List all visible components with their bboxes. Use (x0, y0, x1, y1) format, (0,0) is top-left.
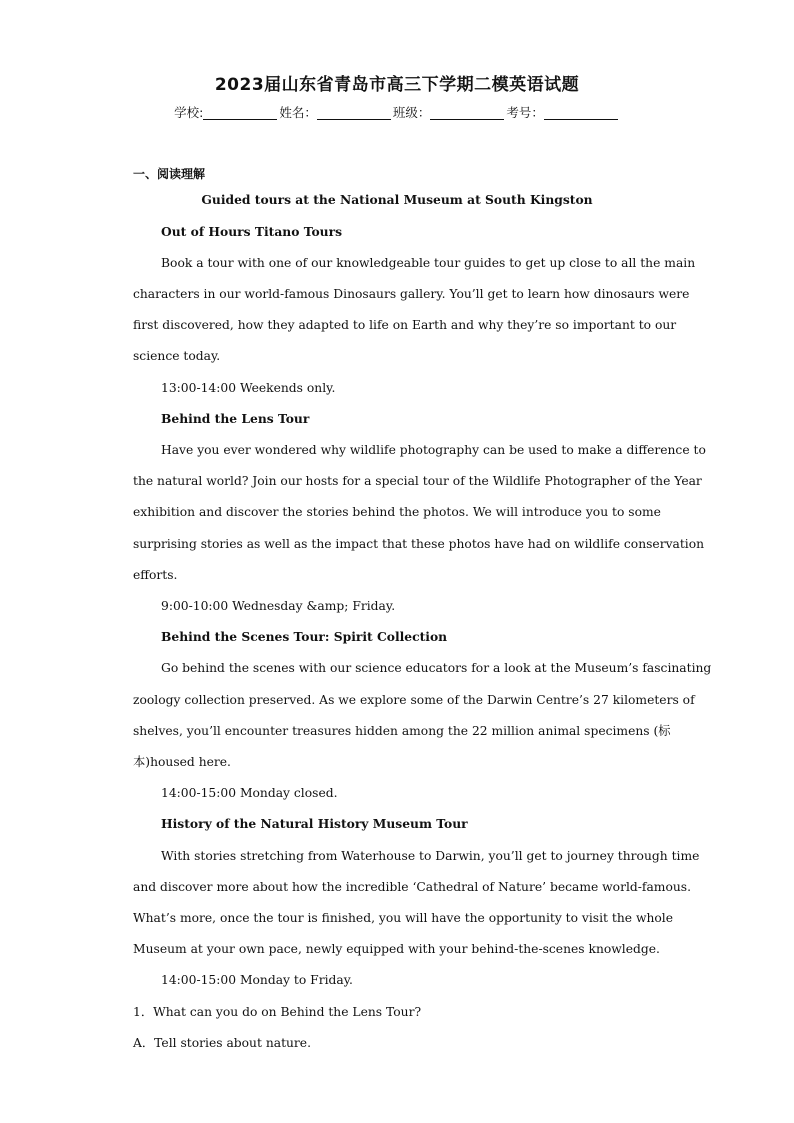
paragraph-line: With stories stretching from Waterhouse to Darwin, you’ll get to journey through time (161, 849, 700, 863)
paragraph-line: exhibition and discover the stories behind the photos. We will introduce you to some (133, 505, 661, 519)
paragraph-line: What’s more, once the tour is finished, you will have the opportunity to visit the whole (133, 911, 674, 925)
class-label: 班级： (392, 105, 431, 120)
paragraph-line: efforts. (133, 568, 178, 582)
paragraph-line: Go behind the scenes with our science educators for a look at the Museum’s fascinating (161, 661, 712, 675)
paragraph-line: and discover more about how the incredible ‘Cathedral of Nature’ became world-famous. (133, 880, 692, 894)
tour-heading: History of the Natural History Museum Tour (161, 816, 468, 831)
paragraph-line: science today. (133, 349, 221, 363)
number-blank[interactable] (544, 106, 618, 120)
number-label: 考号： (506, 105, 544, 120)
tour-heading: Behind the Lens Tour (161, 411, 310, 426)
tour-time: 14:00-15:00 Monday closed. (161, 786, 338, 800)
exam-title: 2023届山东省青岛市高三下学期二模英语试题 (214, 75, 580, 95)
paragraph-line: Book a tour with one of our knowledgeable tour guides to get up close to all the main (161, 256, 696, 270)
tour-time: 9:00-10:00 Wednesday &amp; Friday. (161, 599, 396, 613)
tour-time: 14:00-15:00 Monday to Friday. (161, 973, 353, 987)
paragraph-line: Have you ever wondered why wildlife photography can be used to make a difference to (161, 443, 706, 457)
paragraph-line: shelves, you’ll encounter treasures hidden among the 22 million animal specimens (标 (133, 724, 671, 738)
passage-title: Guided tours at the National Museum at South Kingston (201, 192, 593, 207)
tour-heading: Behind the Scenes Tour: Spirit Collection (161, 629, 448, 644)
name-label: 姓名： (279, 105, 317, 120)
paragraph-line: 本)housed here. (133, 755, 231, 769)
paragraph-line: characters in our world-famous Dinosaurs gallery. You’ll get to learn how dinosaurs were (133, 287, 690, 301)
answer-option[interactable]: A．Tell stories about nature. (133, 1036, 311, 1050)
name-blank[interactable] (317, 106, 391, 120)
student-info-line (0, 103, 794, 121)
paragraph-line: zoology collection preserved. As we explore some of the Darwin Centre’s 27 kilometers of (133, 693, 695, 707)
tour-time: 13:00-14:00 Weekends only. (161, 381, 336, 395)
question-stem: 1．What can you do on Behind the Lens Tour? (133, 1005, 422, 1019)
section-heading: 一、阅读理解 (133, 167, 206, 181)
paragraph-line: surprising stories as well as the impact that these photos have had on wildlife conservation (133, 537, 705, 551)
paragraph-line: Museum at your own pace, newly equipped with your behind-the-scenes knowledge. (133, 942, 660, 956)
paragraph-line: first discovered, how they adapted to life on Earth and why they’re so important to our (133, 318, 677, 332)
school-blank[interactable] (203, 106, 277, 120)
class-blank[interactable] (430, 106, 504, 120)
paragraph-line: the natural world? Join our hosts for a special tour of the Wildlife Photographer of the Year (133, 474, 702, 488)
school-label: 学校: (174, 105, 204, 120)
tour-heading: Out of Hours Titano Tours (161, 224, 343, 239)
